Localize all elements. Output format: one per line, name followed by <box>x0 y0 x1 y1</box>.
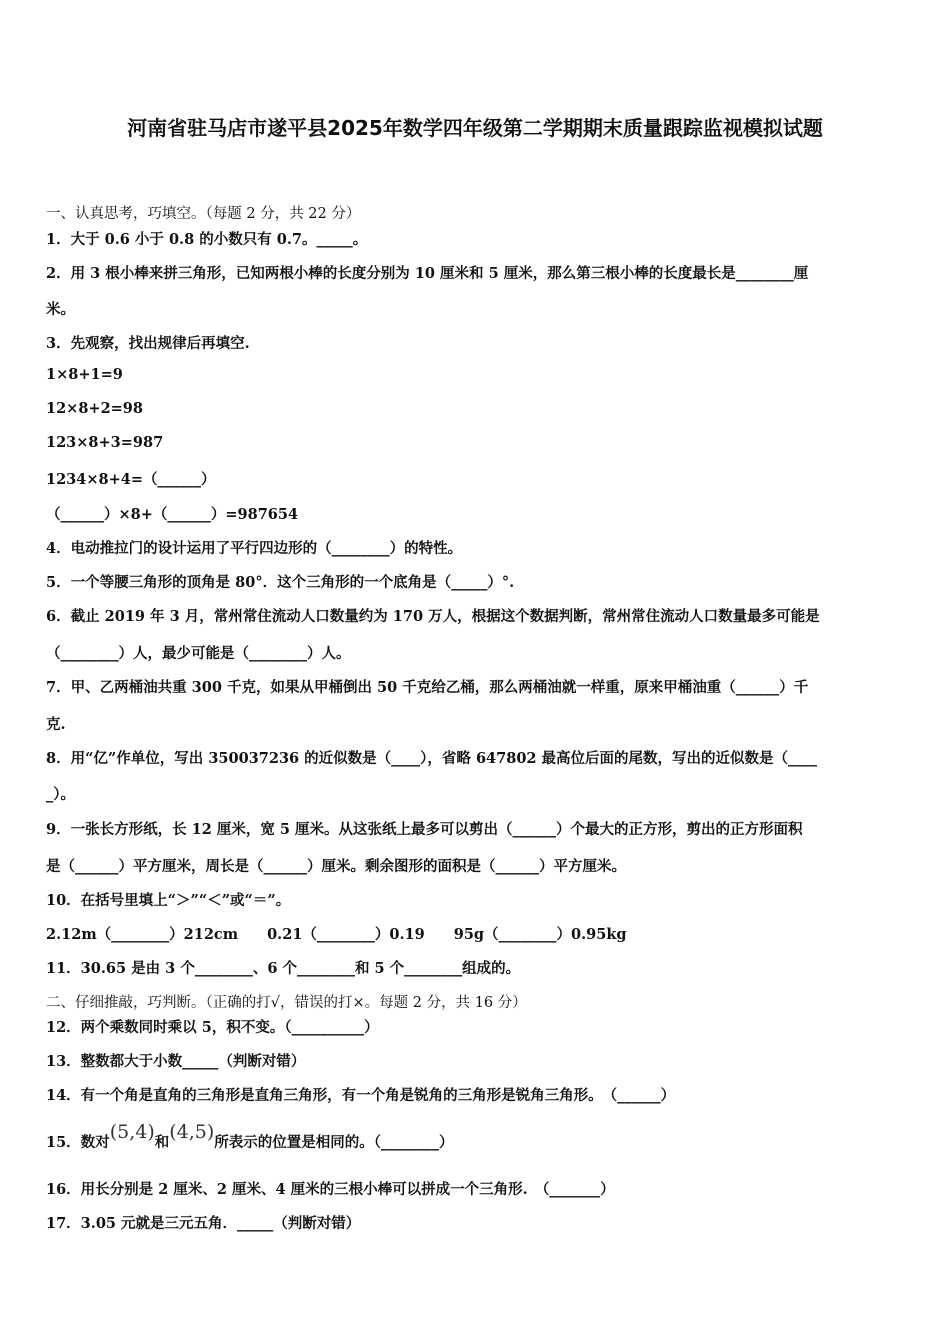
question-3-row-3: 123×8+3=987 <box>46 434 164 451</box>
question-8-line-2: _）。 <box>46 786 75 803</box>
question-6-line-1: 6．截止 2019 年 3 月，常州常住流动人口数量约为 170 万人，根据这个数据判断，常州常住流动人口数量最多可能是 <box>46 608 820 625</box>
question-7-line-2: 克. <box>46 716 66 733</box>
question-15 <box>46 1121 454 1152</box>
question-3-row-5: （______）×8+（______）=987654 <box>46 506 299 523</box>
question-9-line-1: 9．一张长方形纸，长 12 厘米，宽 5 厘米。从这张纸上最多可以剪出（______）个最大的正方形，剪出的正方形面积 <box>46 821 803 838</box>
question-6-line-2: （________）人，最少可能是（________）人。 <box>46 645 351 662</box>
coordinate-pair-2: (4,5) <box>169 1121 215 1143</box>
question-15-prefix: 15．数对 <box>46 1134 110 1151</box>
question-3-row-4: 1234×8+4=（______） <box>46 471 216 488</box>
question-3-row-2: 12×8+2=98 <box>46 400 143 417</box>
question-8-line-1: 8．用“亿”作单位，写出 350037236 的近似数是（____），省略 647802 最高位后面的尾数，写出的近似数是（____ <box>46 750 818 767</box>
question-16: 16．用长分别是 2 厘米、2 厘米、4 厘米的三根小棒可以拼成一个三角形. （_______） <box>46 1181 615 1198</box>
question-3: 3．先观察，找出规律后再填空. <box>46 335 250 352</box>
question-10-items: 2.12m（________）212cm 0.21（________）0.19 95g（________）0.95kg <box>46 926 627 943</box>
question-1: 1．大于 0.6 小于 0.8 的小数只有 0.7。_____。 <box>46 231 368 248</box>
question-10: 10．在括号里填上“＞”“＜”或“＝”。 <box>46 892 291 909</box>
question-11: 11．30.65 是由 3 个________、6 个________和 5 个________组成的。 <box>46 960 521 977</box>
section-heading-2: 二、仔细推敲，巧判断。（正确的打√，错误的打×。每题 2 分，共 16 分） <box>46 995 527 1011</box>
question-15-suffix: 所表示的位置是相同的。（________） <box>214 1134 454 1151</box>
question-3-row-1: 1×8+1=9 <box>46 366 123 383</box>
question-2-line-1: 2．用 3 根小棒来拼三角形，已知两根小棒的长度分别为 10 厘米和 5 厘米，那么第三根小棒的长度最长是________厘 <box>46 265 809 282</box>
question-7-line-1: 7．甲、乙两桶油共重 300 千克，如果从甲桶倒出 50 千克给乙桶，那么两桶油就一样重，原来甲桶油重（______）千 <box>46 679 809 696</box>
section-heading-1: 一、认真思考，巧填空。（每题 2 分，共 22 分） <box>46 206 361 222</box>
question-9-line-2: 是（______）平方厘米，周长是（______）厘米。剩余图形的面积是（______）平方厘米。 <box>46 858 626 875</box>
question-5: 5．一个等腰三角形的顶角是 80°．这个三角形的一个底角是（_____）°. <box>46 574 515 591</box>
page-title: 河南省驻马店市遂平县2025年数学四年级第二学期期末质量跟踪监视模拟试题 <box>127 116 823 140</box>
question-15-and: 和 <box>154 1134 170 1151</box>
question-13: 13．整数都大于小数_____（判断对错） <box>46 1053 306 1070</box>
question-17: 17．3.05 元就是三元五角．_____（判断对错） <box>46 1215 361 1232</box>
coordinate-pair-1: (5,4) <box>109 1121 155 1143</box>
question-12: 12．两个乘数同时乘以 5，积不变。（__________） <box>46 1019 379 1036</box>
question-2-line-2: 米。 <box>46 301 75 318</box>
question-14: 14．有一个角是直角的三角形是直角三角形，有一个角是锐角的三角形是锐角三角形。 （______） <box>46 1087 676 1104</box>
question-4: 4．电动推拉门的设计运用了平行四边形的（________）的特性。 <box>46 540 463 557</box>
